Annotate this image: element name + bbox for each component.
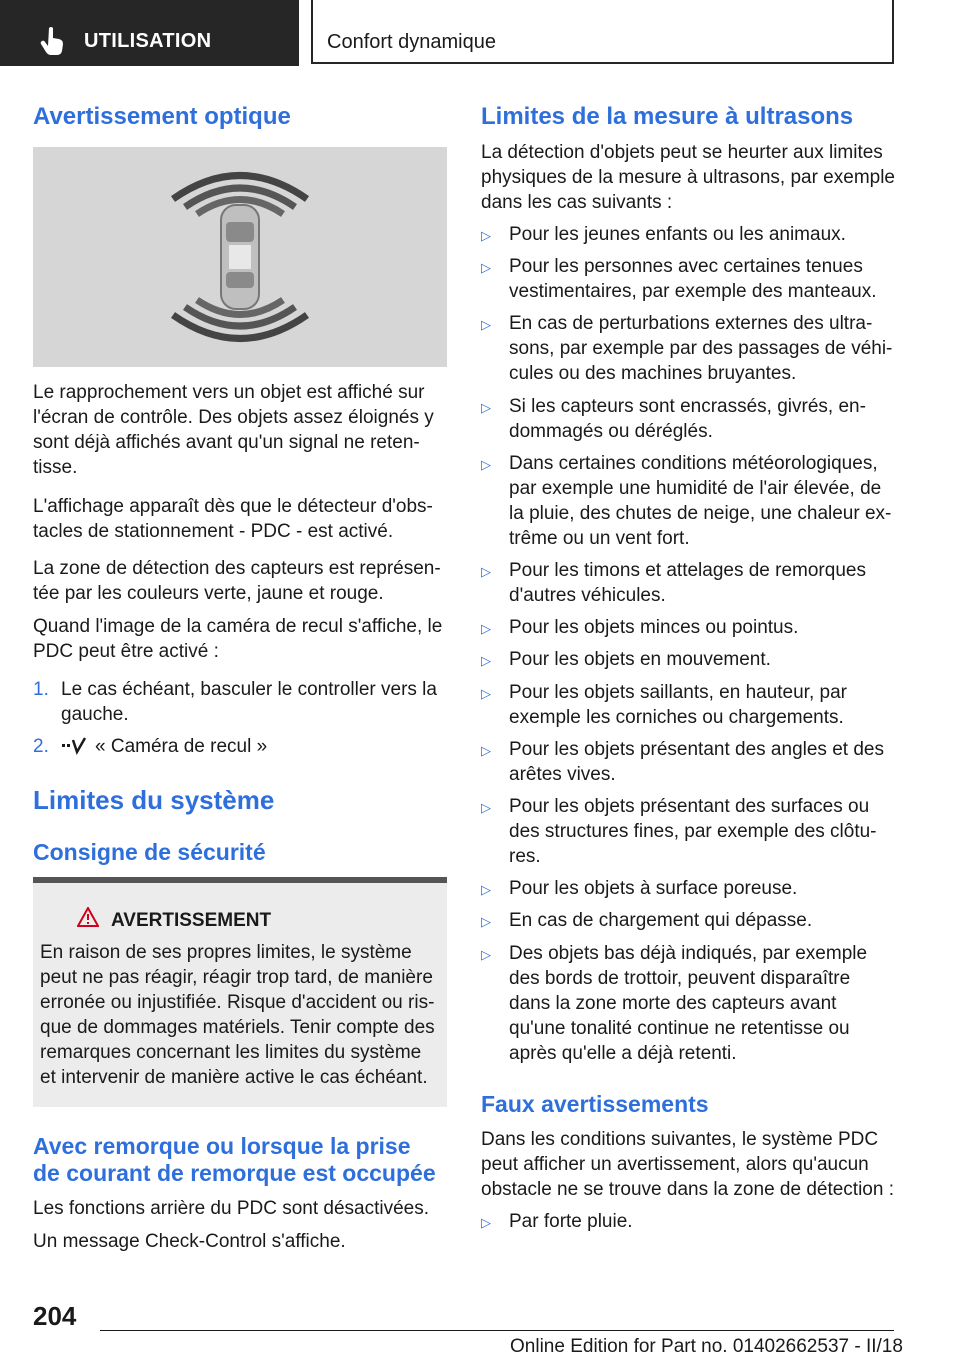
- text-line: l'écran de contrôle. Des objets assez éloignés y: [33, 407, 434, 428]
- triangle-right-icon: ▷: [481, 564, 491, 579]
- warning-box: [33, 877, 447, 1107]
- warning-text: [40, 940, 445, 1090]
- text-line: sons, par exemple par des passages de véhi-: [509, 338, 893, 360]
- text-line: « Caméra de recul »: [95, 736, 268, 757]
- text-line: la pluie, des chutes de neige, une chaleur ex-: [509, 502, 892, 524]
- edition-note: Online Edition for Part no. 01402662537 - II/18: [510, 1336, 903, 1357]
- text-line: sont déjà affichés avant qu'un signal ne reten-: [33, 432, 420, 453]
- list-item: [481, 558, 895, 608]
- triangle-right-icon: ▷: [481, 1215, 491, 1230]
- triangle-right-icon: ▷: [481, 228, 491, 243]
- text-line: Pour les objets en mouvement.: [509, 649, 771, 671]
- pdc-figure: [33, 147, 447, 367]
- text-line: En cas de chargement qui dépasse.: [509, 910, 813, 932]
- list-item: [481, 254, 895, 304]
- list-item: [481, 737, 895, 787]
- list-item: [481, 680, 895, 730]
- text-line: Pour les objets présentant des surfaces ou: [509, 796, 870, 817]
- ordered-item-1: [33, 677, 447, 727]
- triangle-right-icon: ▷: [481, 685, 491, 701]
- text-line: Pour les personnes avec certaines tenues: [509, 256, 863, 278]
- text-line: Quand l'image de la caméra de recul s'affiche, le: [33, 616, 443, 637]
- page-number: 204: [33, 1301, 77, 1331]
- list-item: [481, 941, 895, 1066]
- list-item: [481, 908, 895, 933]
- hand-pointer-icon: [40, 26, 66, 56]
- paragraph-4: [33, 614, 447, 664]
- text-line: res.: [509, 846, 541, 867]
- text-line: dommagés ou déréglés.: [509, 420, 713, 442]
- text-line: Par forte pluie.: [509, 1211, 633, 1232]
- heading-line: Avec remorque ou lorsque la prise: [33, 1133, 411, 1159]
- paragraph-3: [33, 556, 447, 606]
- list-item: [481, 876, 895, 901]
- paragraph-1: [33, 380, 447, 480]
- text-line: tée par les couleurs verte, jaune et rouge.: [33, 583, 384, 604]
- list-item: [481, 794, 895, 869]
- triangle-right-icon: ▷: [481, 653, 491, 669]
- list-item: [481, 222, 895, 247]
- triangle-right-icon: ▷: [481, 317, 491, 333]
- footer-divider: [100, 1330, 894, 1331]
- text-line: Pour les jeunes enfants ou les animaux.: [509, 224, 846, 245]
- text-line: des bords de trottoir, peuvent disparaître: [509, 967, 851, 989]
- paragraph-5: Les fonctions arrière du PDC sont désactivées.: [33, 1198, 430, 1219]
- text-line: remarques concernant les limites du système: [40, 1042, 422, 1063]
- text-line: La zone de détection des capteurs est représen-: [33, 558, 441, 579]
- warning-title: AVERTISSEMENT: [111, 910, 272, 931]
- text-line: après qu'elle a déjà retenti.: [509, 1042, 737, 1064]
- chapter-box: [311, 0, 894, 64]
- text-line: peut ne pas réagir, réagir trop tard, de manière: [40, 967, 433, 988]
- text-line: Des objets bas déjà indiqués, par exemple: [509, 942, 868, 964]
- heading-ultrasons: Limites de la mesure à ultrasons: [481, 103, 854, 130]
- text-line: trême ou un vent fort.: [509, 527, 690, 549]
- list-item: [481, 451, 895, 551]
- triangle-right-icon: ▷: [481, 621, 491, 637]
- text-line: L'affichage apparaît dès que le détecteur d'obs-: [33, 496, 433, 517]
- text-line: que de dommages matériels. Tenir compte des: [40, 1017, 435, 1038]
- text-line: Dans les conditions suivantes, le système PDC: [481, 1129, 879, 1150]
- text-line: dans la zone morte des capteurs avant: [509, 992, 837, 1014]
- text-line: Si les capteurs sont encrassés, givrés, en-: [509, 395, 866, 417]
- text-line: qu'une tonalité continue ne retentisse ou: [509, 1017, 850, 1039]
- list-item: [481, 311, 895, 386]
- text-line: PDC peut être activé :: [33, 641, 219, 662]
- triangle-right-icon: ▷: [481, 456, 491, 472]
- text-line: En cas de perturbations externes des ultra-: [509, 313, 873, 335]
- triangle-right-icon: ▷: [481, 800, 491, 815]
- triangle-right-icon: ▷: [481, 399, 491, 415]
- list-item: [481, 647, 895, 672]
- list-item: [481, 615, 895, 640]
- heading-avertissement-optique: Avertissement optique: [33, 103, 291, 130]
- text-line: peut afficher un avertissement, alors qu'aucun: [481, 1154, 869, 1175]
- text-line: En raison de ses propres limites, le système: [40, 942, 412, 963]
- page-header: [0, 0, 960, 66]
- text-line: des structures fines, par exemple des clôtu-: [509, 821, 877, 842]
- text-line: Dans certaines conditions météorologiques,: [509, 452, 878, 474]
- text-line: Pour les objets minces ou pointus.: [509, 617, 799, 639]
- paragraph-2: [33, 494, 447, 544]
- text-line: arêtes vives.: [509, 763, 616, 785]
- text-line: et intervenir de manière active le cas échéant.: [40, 1067, 428, 1088]
- pdc-car-illustration: [33, 147, 447, 367]
- text-line: Pour les objets présentant des angles et des: [509, 738, 884, 760]
- text-line: Pour les objets saillants, en hauteur, par: [509, 681, 847, 703]
- text-line: obstacle ne se trouve dans la zone de détection :: [481, 1179, 894, 1200]
- section-title: UTILISATION: [84, 30, 212, 52]
- text-line: Le rapprochement vers un objet est affiché sur: [33, 382, 425, 403]
- paragraph-6: Un message Check-Control s'affiche.: [33, 1231, 346, 1252]
- heading-remorque: [33, 1133, 436, 1187]
- text-line: Le cas échéant, basculer le controller vers la: [61, 679, 437, 700]
- text-line: par exemple une humidité de l'air élevée, de: [509, 477, 882, 499]
- text-line: La détection d'objets peut se heurter aux limites: [481, 142, 883, 163]
- text-line: vestimentaires, par exemple des manteaux.: [509, 281, 877, 303]
- text-line: erronée ou injustifiée. Risque d'accident ou ris-: [40, 992, 435, 1013]
- heading-line: de courant de remorque est occupée: [33, 1160, 436, 1186]
- list-number: 1.: [33, 679, 49, 700]
- triangle-right-icon: ▷: [481, 882, 491, 898]
- triangle-right-icon: ▷: [481, 946, 491, 962]
- rear-camera-icon: [61, 737, 87, 757]
- list-number: 2.: [33, 736, 49, 757]
- text-line: dans les cas suivants :: [481, 192, 673, 213]
- text-line: Pour les objets à surface poreuse.: [509, 878, 798, 900]
- heading-limites-systeme: Limites du système: [33, 785, 275, 815]
- heading-faux-avertissements: Faux avertissements: [481, 1091, 709, 1117]
- faux-intro: [481, 1127, 895, 1202]
- warning-triangle-icon: [77, 907, 99, 927]
- text-line: cules ou des machines bruyantes.: [509, 363, 797, 385]
- heading-consigne-securite: Consigne de sécurité: [33, 839, 266, 865]
- section-tab: [0, 0, 299, 66]
- triangle-right-icon: ▷: [481, 742, 491, 758]
- triangle-right-icon: ▷: [481, 260, 491, 276]
- ultrasons-intro: [481, 140, 895, 215]
- ordered-item-2: [33, 734, 447, 759]
- text-line: exemple les corniches ou chargements.: [509, 706, 844, 728]
- list-item: [481, 394, 895, 444]
- text-line: Pour les timons et attelages de remorques: [509, 560, 866, 581]
- chapter-title: Confort dynamique: [327, 31, 496, 53]
- text-line: tisse.: [33, 457, 78, 478]
- text-line: tacles de stationnement - PDC - est activé.: [33, 521, 394, 542]
- triangle-right-icon: ▷: [481, 914, 491, 930]
- text-line: d'autres véhicules.: [509, 585, 666, 606]
- text-line: physiques de la mesure à ultrasons, par exemple: [481, 167, 896, 188]
- list-item: [481, 1209, 895, 1234]
- text-line: gauche.: [61, 704, 129, 725]
